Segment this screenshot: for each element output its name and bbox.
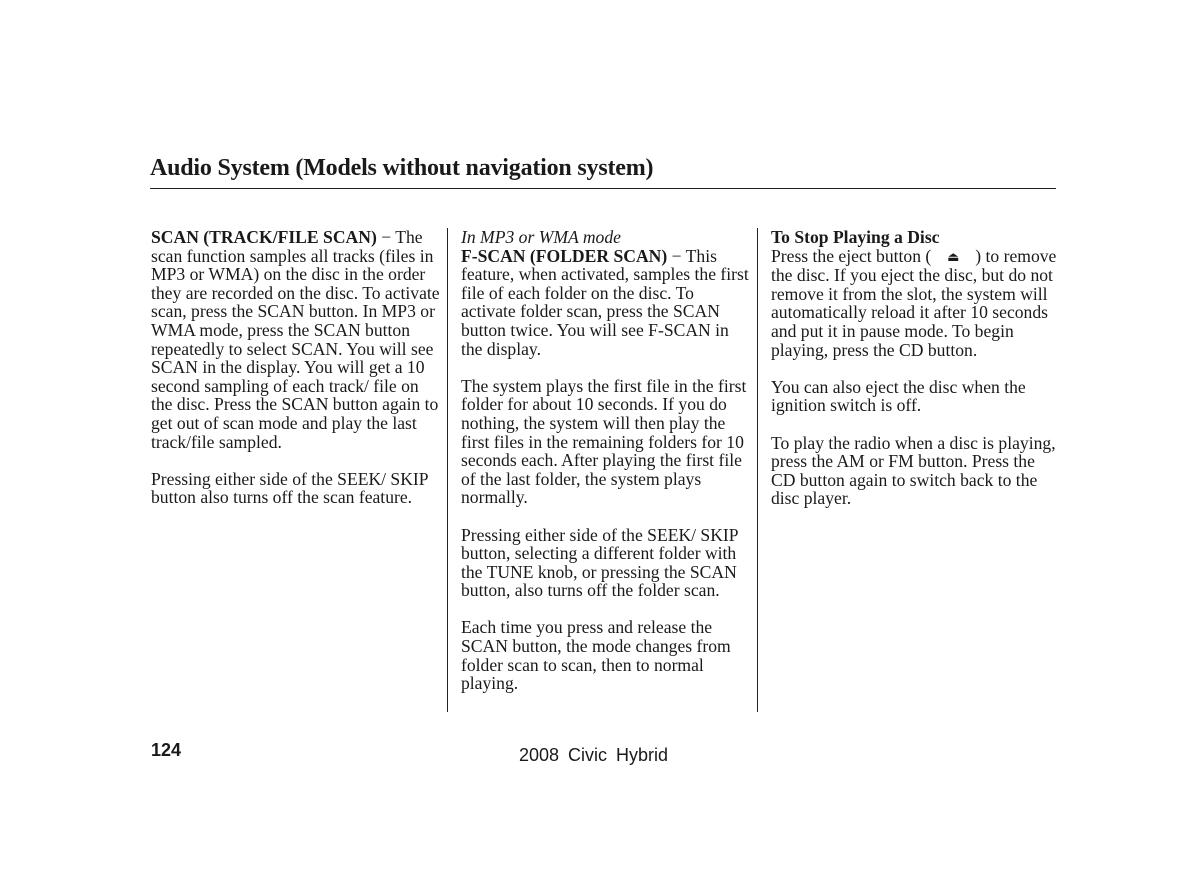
- title-rule: [150, 188, 1056, 189]
- folder-scan-paragraph-2: The system plays the first file in the first folder for about 10 seconds. If you do nothing, the system will then play the first files in the remaining folders for 10 seconds each. After playing the first file of the last folder, the system plays normally.: [461, 375, 747, 508]
- stop-disc-paragraph-2: You can also eject the disc when the ignition switch is off.: [771, 376, 1026, 416]
- scan-paragraph-2: Pressing either side of the SEEK/ SKIP button also turns off the scan feature.: [151, 468, 428, 508]
- eject-text-after: ) to remove the disc. If you eject the disc, but do not remove it from the slot, the system will automatically reload it after 10 seconds and put it in pause mode. To begin playing, press the CD button.: [771, 245, 1057, 360]
- scan-text-1: The scan function samples all tracks (files in MP3 or WMA) on the disc in the order they are recorded on the disc. To activate scan, press the SCAN button. In MP3 or WMA mode, press the SCAN button repeatedly to select SCAN. You will see SCAN in the display. You will get a 10 second sampling of each track/ file on the disc. Press the SCAN button again to get out of scan mode and play the last track/file sampled.: [151, 227, 440, 452]
- scan-heading: SCAN (TRACK/FILE SCAN): [151, 227, 377, 247]
- mode-label: In MP3 or WMA mode: [461, 227, 621, 247]
- folder-scan-paragraph-1: [461, 228, 751, 358]
- eject-icon: ⏏: [947, 248, 960, 264]
- footer-model: 2008 Civic Hybrid: [519, 745, 669, 765]
- folder-scan-text-1: This feature, when activated, samples the first file of each folder on the disc. To activate folder scan, press the SCAN button twice. You will see F-SCAN in the display.: [461, 245, 749, 359]
- column-stop-disc: [771, 228, 1061, 527]
- column-divider: [447, 228, 448, 712]
- page-title: Audio System (Models without navigation system): [150, 155, 654, 181]
- folder-scan-paragraph-3: Pressing either side of the SEEK/ SKIP button, selecting a different folder with the TUNE knob, or pressing the SCAN button, also turns off the folder scan.: [461, 524, 738, 601]
- page-number: 124: [151, 740, 182, 760]
- folder-scan-heading-dash: −: [667, 245, 686, 266]
- stop-disc-heading: To Stop Playing a Disc: [771, 227, 940, 247]
- stop-disc-paragraph-3: To play the radio when a disc is playing, press the AM or FM button. Press the CD button again to switch back to the disc player.: [771, 432, 1056, 509]
- folder-scan-paragraph-4: Each time you press and release the SCAN button, the mode changes from folder scan to scan, then to normal playing.: [461, 617, 731, 694]
- scan-paragraph-1: [151, 228, 440, 451]
- column-divider: [757, 228, 758, 712]
- eject-text-before: Press the eject button (: [771, 245, 932, 266]
- column-folder-scan: [461, 228, 751, 711]
- folder-scan-heading: F-SCAN (FOLDER SCAN): [461, 245, 668, 266]
- column-scan: [151, 228, 440, 526]
- scan-heading-dash: −: [376, 227, 396, 247]
- stop-disc-paragraph-1: [771, 228, 1061, 359]
